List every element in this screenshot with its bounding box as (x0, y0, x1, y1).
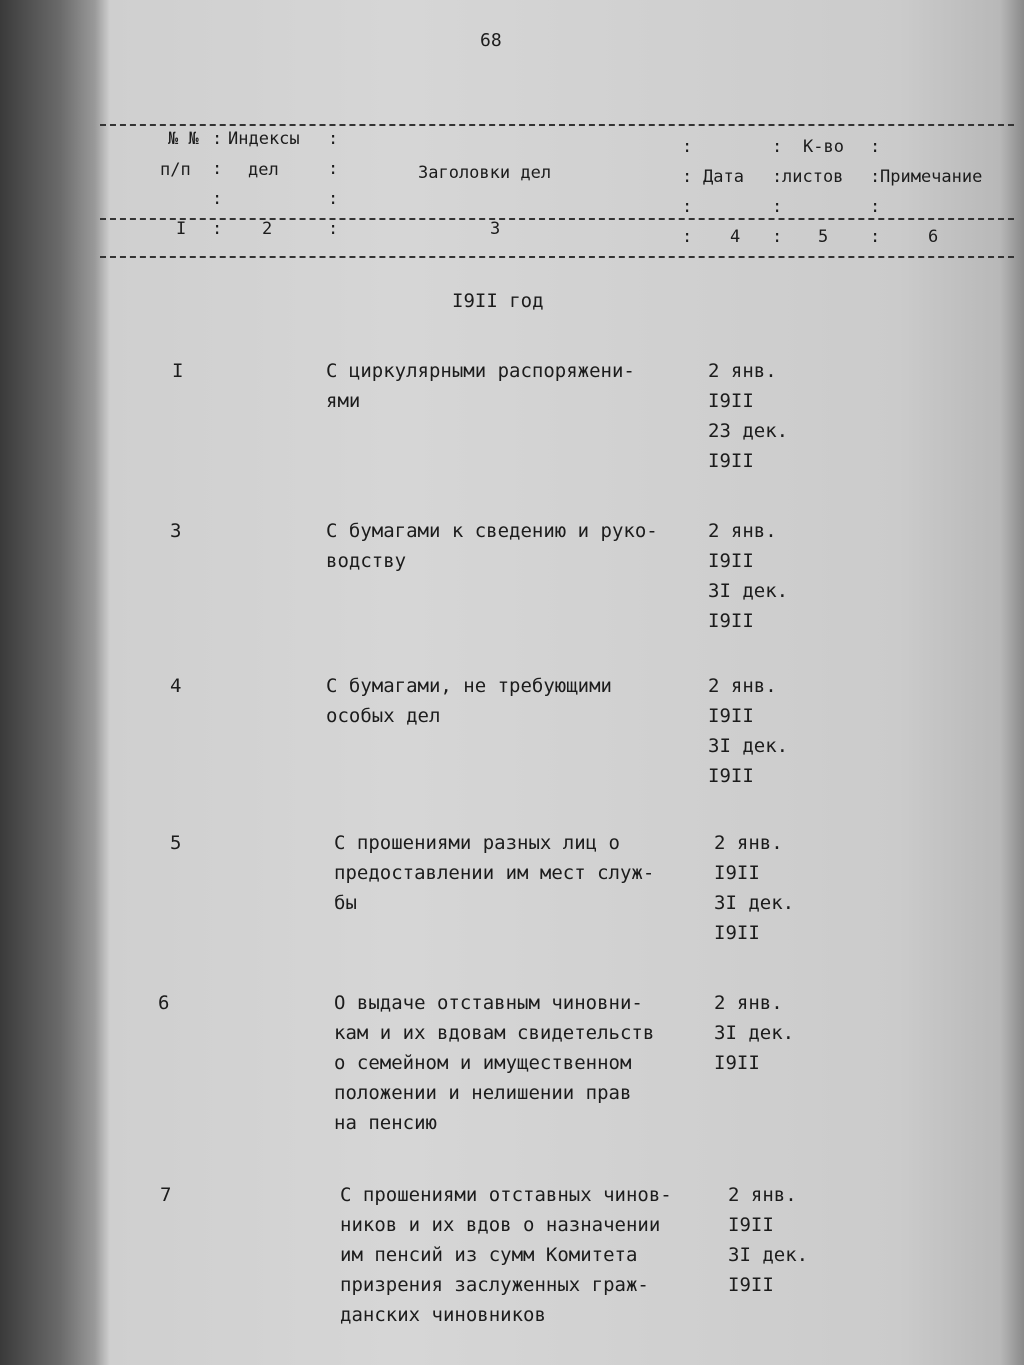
header-separators: : : : (328, 129, 339, 209)
entry-date-line: I9II (714, 1052, 760, 1074)
entry-title-line: С прошениями разных лиц о (334, 832, 620, 854)
entry-title-line: ями (326, 390, 361, 412)
entry-title-line: С бумагами, не требующими (326, 675, 612, 697)
entry-title-line: кам и их вдовам свидетельств (334, 1022, 655, 1044)
entry-title-line: О выдаче отставным чиновни- (334, 992, 643, 1014)
entry-date-line: 3I дек. (708, 580, 789, 602)
entry-date-line: I9II (714, 922, 760, 944)
entry-title-line: предоставлении им мест служ- (334, 862, 655, 884)
entry-date-line: 3I дек. (714, 1022, 795, 1044)
entry-date-line: 3I дек. (714, 892, 795, 914)
entry-title-line: о семейном и имущественном (334, 1052, 632, 1074)
header-col1-line1: № № (168, 129, 199, 149)
entry-number: 3 (170, 520, 182, 542)
entry-date-line: I9II (708, 390, 754, 412)
header-separators: : : : (772, 137, 783, 217)
entry-date-line: 3I дек. (728, 1244, 809, 1266)
header-num-4: 4 (730, 227, 741, 247)
header-num-1: I (176, 219, 187, 239)
entry-date-line: 2 янв. (728, 1184, 797, 1206)
entry-date-line: 2 янв. (708, 360, 777, 382)
page-number: 68 (480, 30, 502, 51)
entry-date-line: 2 янв. (708, 675, 777, 697)
entry-date-line: 23 дек. (708, 420, 789, 442)
entry-title-line: на пенсию (334, 1112, 437, 1134)
header-col3: Заголовки дел (418, 163, 552, 183)
entry-title-line: С прошениями отставных чинов- (340, 1184, 672, 1206)
entry-title-line: им пенсий из сумм Комитета (340, 1244, 638, 1266)
entry-number: 4 (170, 675, 182, 697)
header-col4: Дата (703, 167, 744, 187)
header-separators: : (328, 219, 339, 239)
header-col1-line2: п/п (160, 160, 191, 180)
entry-date-line: 2 янв. (714, 992, 783, 1014)
entry-title-line: особых дел (326, 705, 441, 727)
entry-title-line: призрения заслуженных граж- (340, 1274, 649, 1296)
header-col5-line2: листов (782, 167, 844, 187)
entry-date-line: I9II (728, 1214, 774, 1236)
year-heading: I9II год (452, 290, 544, 312)
entry-number: 6 (158, 992, 170, 1014)
header-num-2: 2 (262, 219, 273, 239)
entry-title-line: С циркулярными распоряжени- (326, 360, 635, 382)
entry-title-line: данских чиновников (340, 1304, 546, 1326)
header-num-3: 3 (490, 219, 501, 239)
entry-date-line: I9II (708, 550, 754, 572)
entry-date-line: I9II (708, 705, 754, 727)
header-separators: : : : (682, 137, 693, 217)
header-col2-line2: дел (248, 160, 279, 180)
entry-date-line: I9II (714, 862, 760, 884)
header-col2-line1: Индексы (228, 129, 300, 149)
header-separators: : (682, 227, 693, 247)
entry-date-line: 2 янв. (708, 520, 777, 542)
entry-title-line: бы (334, 892, 357, 914)
entry-title-line: С бумагами к сведению и руко- (326, 520, 658, 542)
header-separators: : (772, 227, 783, 247)
header-col5-line1: К-во (803, 137, 844, 157)
entry-date-line: I9II (708, 450, 754, 472)
entry-date-line: 2 янв. (714, 832, 783, 854)
entry-date-line: I9II (708, 610, 754, 632)
entry-title-line: ников и их вдов о назначении (340, 1214, 661, 1236)
header-col6: Примечание (880, 167, 983, 187)
table-bottom-rule (100, 256, 1014, 258)
entry-number: 7 (160, 1184, 172, 1206)
entry-date-line: I9II (708, 765, 754, 787)
header-separators: : (212, 219, 223, 239)
entry-title-line: водству (326, 550, 407, 572)
entry-title-line: положении и нелишении прав (334, 1082, 632, 1104)
header-num-6: 6 (928, 227, 939, 247)
header-separators: : : : (212, 129, 223, 209)
entry-date-line: I9II (728, 1274, 774, 1296)
entry-number: 5 (170, 832, 182, 854)
header-num-5: 5 (818, 227, 829, 247)
entry-date-line: 3I дек. (708, 735, 789, 757)
header-separators: : (870, 227, 881, 247)
entry-number: I (172, 360, 184, 382)
header-separators: : : : (870, 137, 881, 217)
